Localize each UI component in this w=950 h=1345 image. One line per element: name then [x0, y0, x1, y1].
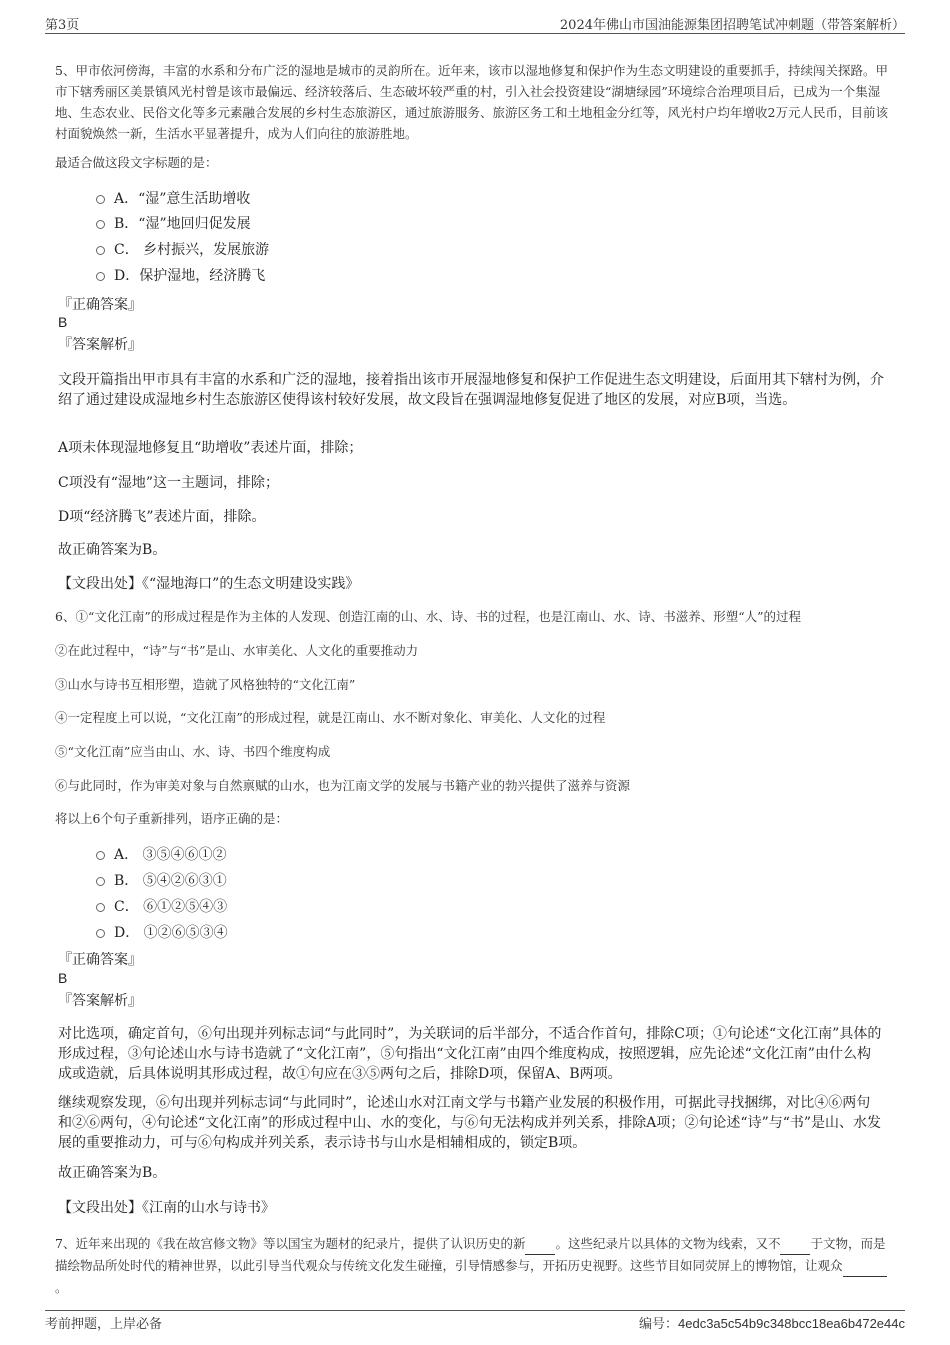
q6-answer: B	[58, 970, 68, 986]
fill-blank[interactable]	[525, 1233, 555, 1255]
q5-source: 【文段出处】《“湿地海口”的生态文明建设实践》	[58, 576, 360, 592]
footer-slogan: 考前押题，上岸必备	[45, 1317, 163, 1332]
q5-analysis-paragraph: 故正确答案为B。	[58, 542, 167, 558]
q6-source: 【文段出处】《江南的山水与诗书》	[58, 1200, 275, 1216]
header-divider	[45, 33, 905, 34]
q6-option-a[interactable]: A． ③⑤④⑥①②	[96, 844, 227, 866]
document-title: 2024年佛山市国油能源集团招聘笔试冲刺题（带答案解析）	[559, 18, 905, 33]
q5-answer: B	[58, 314, 68, 330]
q6-answer-label: 『正确答案』	[58, 952, 142, 968]
q7-stem: 7、近年来出现的《我在故宫修文物》等以国宝为题材的纪录片，提供了认识历史的新 。这些纪录片以具体的文物为线索，又不 于文物，而是描绘物品所处时代的精神世界，以此引导当代观众与传统文化发生碰撞，引导情感参与，开拓历史视野。这些节目如同荧屏上的博物馆，让观众 。	[55, 1233, 895, 1298]
q5-analysis-paragraph: D项“经济腾飞”表述片面，排除。	[58, 509, 266, 525]
q5-analysis-label: 『答案解析』	[58, 337, 142, 353]
radio-icon[interactable]	[96, 877, 105, 886]
q5-answer-label: 『正确答案』	[58, 297, 142, 313]
q6-sentence: ④一定程度上可以说，“文化江南”的形成过程，就是江南山、水不断对象化、审美化、人文化的过程	[55, 710, 606, 725]
page-number: 第3页	[45, 18, 80, 33]
q5-option-a[interactable]: A．“湿”意生活助增收	[96, 188, 250, 210]
radio-icon[interactable]	[96, 929, 105, 938]
q5-question: 最适合做这段文字标题的是：	[55, 155, 218, 170]
q6-question: 将以上6个句子重新排列，语序正确的是：	[55, 811, 288, 826]
q6-sentence: ②在此过程中，“诗”与“书”是山、水审美化、人文化的重要推动力	[55, 643, 419, 658]
q6-analysis-paragraph: 对比选项，确定首句，⑥句出现并列标志词“与此同时”，为关联词的后半部分，不适合作首句，排除C项；①句论述“文化江南”具体的形成过程，③句论述山水与诗书造就了“文化江南”，⑤句指出“文化江南”由四个维度构成，按照逻辑，应先论述“文化江南”由什么构成或造就，后具体说明其形成过程，故①句应在③⑤两句之后，排除D项，保留A、B两项。	[58, 1026, 882, 1082]
q6-analysis-paragraph: 继续观察发现，⑥句出现并列标志词“与此同时”，论述山水对江南文学与书籍产业发展的积极作用，可据此寻找捆绑，对比④⑥两句和②⑥两句，④句论述“文化江南”的形成过程中山、水的变化，与⑥句无法构成并列关系，排除A项；②句论述“诗”与“书”是山、水发展的重要推动力，可与⑥句构成并列关系，表示诗书与山水是相辅相成的，锁定B项。	[58, 1095, 882, 1151]
q5-option-c[interactable]: C． 乡村振兴，发展旅游	[96, 239, 269, 261]
q5-analysis-paragraph: C项没有“湿地”这一主题词，排除；	[58, 475, 280, 491]
radio-icon[interactable]	[96, 220, 105, 229]
q6-analysis-label: 『答案解析』	[58, 993, 142, 1009]
q6-sentence: ③山水与诗书互相形塑，造就了风格独特的“文化江南”	[55, 677, 356, 692]
footer-divider	[45, 1310, 905, 1311]
q6-sentence: ⑥与此同时，作为审美对象与自然禀赋的山水，也为江南文学的发展与书籍产业的勃兴提供了滋养与资源	[55, 778, 631, 793]
q5-option-b[interactable]: B．“湿”地回归促发展	[96, 213, 251, 235]
q6-option-c[interactable]: C． ⑥①②⑤④③	[96, 896, 227, 918]
fill-blank[interactable]	[843, 1255, 887, 1277]
q5-analysis-paragraph: 文段开篇指出甲市具有丰富的水系和广泛的湿地，接着指出该市开展湿地修复和保护工作促进生态文明建设，后面用其下辖村为例，介绍了通过建设成湿地乡村生态旅游区使得该村较好发展，故文段旨在强调湿地修复促进了地区的发展，对应B项，当选。	[58, 372, 884, 408]
radio-icon[interactable]	[96, 246, 105, 255]
q5-option-d[interactable]: D．保护湿地，经济腾飞	[96, 265, 265, 287]
q6-sentence: ⑤“文化江南”应当由山、水、诗、书四个维度构成	[55, 744, 331, 759]
q6-sentence: 6、①“文化江南”的形成过程是作为主体的人发现、创造江南的山、水、诗、书的过程，也是江南山、水、诗、书滋养、形塑“人”的过程	[55, 609, 802, 624]
radio-icon[interactable]	[96, 851, 105, 860]
q6-option-d[interactable]: D． ①②⑥⑤③④	[96, 922, 228, 944]
q5-analysis-paragraph: A项未体现湿地修复且“助增收”表述片面，排除；	[58, 440, 363, 456]
q6-analysis-paragraph: 故正确答案为B。	[58, 1165, 167, 1181]
radio-icon[interactable]	[96, 272, 105, 281]
fill-blank[interactable]	[780, 1233, 810, 1255]
radio-icon[interactable]	[96, 195, 105, 204]
q6-option-b[interactable]: B． ⑤④②⑥③①	[96, 870, 227, 892]
q5-stem: 5、甲市依河傍海，丰富的水系和分布广泛的湿地是城市的灵韵所在。近年来，该市以湿地修复和保护作为生态文明建设的重要抓手，持续闯关探路。甲市下辖秀丽区美景镇风光村曾是该市最偏远、经济较落后、生态破坏较严重的村，引入社会投资建设“湖塘绿园”环境综合治理项目后，已成为一个集湿地、生态农业、民俗文化等多元素融合发展的乡村生态旅游区，通过旅游服务、旅游区务工和土地租金分红等，风光村户均年增收2万元人民币，目前该村面貌焕然一新，生活水平显著提升，成为人们向往的旅游胜地。	[55, 63, 888, 141]
document-code: 编号：4edc3a5c54b9c348bcc18ea6b472e44c	[639, 1316, 905, 1332]
radio-icon[interactable]	[96, 903, 105, 912]
